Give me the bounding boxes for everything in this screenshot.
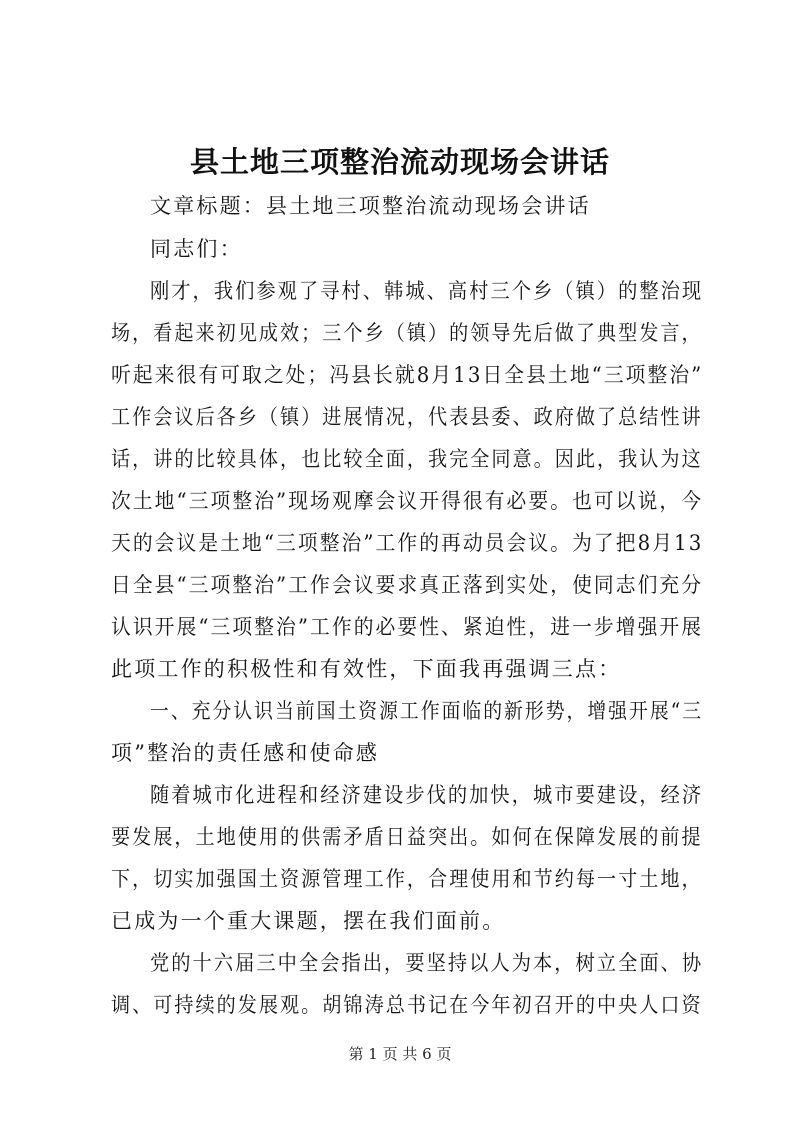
text-line: 要发展，土地使用的供需矛盾日益突出。如何在保障发展的前提 bbox=[111, 825, 703, 849]
text-line: 此项工作的积极性和有效性，下面我再强调三点： bbox=[111, 657, 622, 681]
document-title: 县土地三项整治流动现场会讲话 bbox=[189, 145, 610, 179]
text-line: 次土地“三项整治”现场观摩会议开得很有必要。也可以说，今 bbox=[111, 489, 704, 513]
text-line: 随着城市化进程和经济建设步伐的加快，城市要建设，经济 bbox=[150, 783, 704, 807]
text-line: 日全县“三项整治”工作会议要求真正落到实处，使同志们充分 bbox=[111, 573, 704, 597]
text-line: 党的十六届三中全会指出，要坚持以人为本，树立全面、协 bbox=[150, 951, 704, 975]
text-line: 调、可持续的发展观。胡锦涛总书记在今年初召开的中央人口资 bbox=[111, 993, 703, 1017]
page-footer: 第 1 页 共 6 页 bbox=[348, 1045, 452, 1063]
text-line: 工作会议后各乡（镇）进展情况，代表县委、政府做了总结性讲 bbox=[111, 405, 703, 429]
text-line: 听起来很有可取之处；冯县长就8月13日全县土地“三项整治” bbox=[111, 363, 704, 387]
section-heading-line: 一、充分认识当前国土资源工作面临的新形势，增强开展“三 bbox=[150, 699, 704, 723]
text-line: 天的会议是土地“三项整治”工作的再动员会议。为了把8月13 bbox=[111, 531, 704, 555]
text-line: 文章标题：县土地三项整治流动现场会讲话 bbox=[150, 194, 591, 218]
section-heading-line: 项”整治的责任感和使命感 bbox=[111, 741, 380, 765]
text-line: 刚才，我们参观了寻村、韩城、高村三个乡（镇）的整治现 bbox=[150, 279, 704, 303]
text-line: 已成为一个重大课题，摆在我们面前。 bbox=[111, 909, 506, 933]
text-line: 下，切实加强国土资源管理工作，合理使用和节约每一寸土地， bbox=[111, 867, 703, 891]
text-line: 认识开展“三项整治”工作的必要性、紧迫性，进一步增强开展 bbox=[111, 615, 704, 639]
text-line: 话，讲的比较具体，也比较全面，我完全同意。因此，我认为这 bbox=[111, 447, 703, 471]
text-line: 场，看起来初见成效；三个乡（镇）的领导先后做了典型发言， bbox=[111, 321, 703, 345]
text-line: 同志们： bbox=[150, 237, 243, 261]
